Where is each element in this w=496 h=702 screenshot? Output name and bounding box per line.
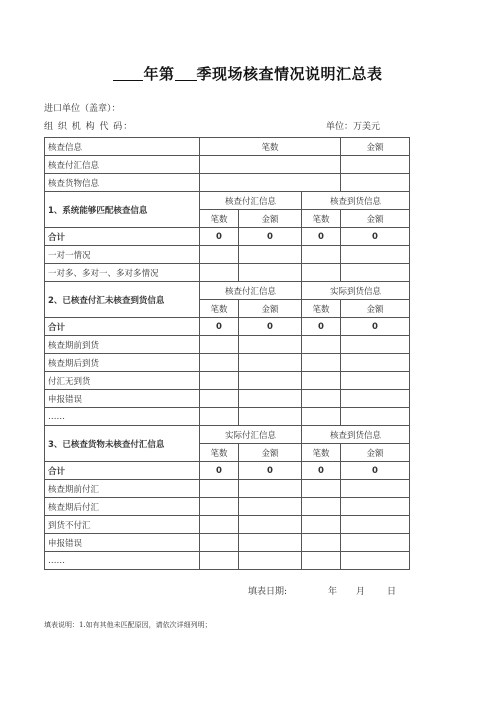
input-cell[interactable] [302, 264, 341, 282]
total-value: 0 [341, 462, 410, 480]
table-cell: …… [45, 408, 200, 426]
total-value: 0 [239, 228, 302, 246]
table-row [45, 246, 410, 264]
table-cell: 一对一情况 [45, 246, 200, 264]
total-value: 0 [341, 318, 410, 336]
input-cell[interactable] [302, 480, 341, 498]
input-cell[interactable] [239, 498, 302, 516]
input-cell[interactable] [302, 516, 341, 534]
total-value: 0 [341, 228, 410, 246]
table-row [45, 480, 410, 498]
table-cell: 核查期后付汇 [45, 498, 200, 516]
input-cell[interactable] [200, 246, 239, 264]
input-cell[interactable] [302, 390, 341, 408]
total-value: 0 [200, 462, 239, 480]
table-cell: …… [45, 552, 200, 570]
input-cell[interactable] [302, 372, 341, 390]
input-cell[interactable] [341, 480, 410, 498]
input-cell[interactable] [200, 390, 239, 408]
section-1-title: 1、系统能够匹配核查信息 [45, 192, 200, 228]
input-cell[interactable] [200, 408, 239, 426]
year-blank [113, 66, 143, 81]
input-cell[interactable] [341, 498, 410, 516]
group-a-header: 核查付汇信息 [200, 282, 302, 300]
table-cell: 核查信息 [45, 138, 200, 156]
input-cell[interactable] [302, 498, 341, 516]
group-b-header: 核查到货信息 [302, 426, 410, 444]
total-row [45, 228, 410, 246]
quarter-blank [175, 66, 197, 81]
table-cell: 一对多、多对一、多对多情况 [45, 264, 200, 282]
table-row [45, 156, 410, 174]
input-cell[interactable] [341, 390, 410, 408]
table-row [45, 390, 410, 408]
group-b-header: 实际到货信息 [302, 282, 410, 300]
fill-instructions: 填表说明：1.如有其他未匹配原因，请依次详细列明； [44, 621, 212, 629]
input-cell[interactable] [239, 408, 302, 426]
input-cell[interactable] [341, 156, 410, 174]
input-cell[interactable] [341, 336, 410, 354]
amount-header: 金额 [341, 210, 410, 228]
input-cell[interactable] [341, 408, 410, 426]
date-label: 填表日期: [248, 587, 288, 597]
input-cell[interactable] [200, 516, 239, 534]
total-value: 0 [302, 228, 341, 246]
input-cell[interactable] [302, 246, 341, 264]
input-cell[interactable] [200, 156, 341, 174]
input-cell[interactable] [302, 336, 341, 354]
input-cell[interactable] [200, 174, 341, 192]
section-header-row [45, 426, 410, 444]
table-row [45, 552, 410, 570]
date-day: 日 [387, 587, 397, 597]
count-header: 笔数 [302, 300, 341, 318]
table-cell: 核查期后到货 [45, 354, 200, 372]
input-cell[interactable] [200, 480, 239, 498]
total-value: 0 [200, 318, 239, 336]
total-value: 0 [239, 318, 302, 336]
input-cell[interactable] [341, 552, 410, 570]
section-header-row [45, 192, 410, 210]
table-cell: 付汇无到货 [45, 372, 200, 390]
input-cell[interactable] [239, 354, 302, 372]
input-cell[interactable] [200, 354, 239, 372]
table-row [45, 354, 410, 372]
input-cell[interactable] [341, 534, 410, 552]
total-value: 0 [302, 462, 341, 480]
input-cell[interactable] [239, 246, 302, 264]
amount-header: 金额 [239, 444, 302, 462]
count-header: 笔数 [200, 444, 239, 462]
input-cell[interactable] [341, 246, 410, 264]
input-cell[interactable] [200, 372, 239, 390]
group-b-header: 核查到货信息 [302, 192, 410, 210]
table-row [45, 336, 410, 354]
count-header: 笔数 [200, 300, 239, 318]
count-header: 笔数 [200, 138, 341, 156]
section-2-title: 2、已核查付汇未核查到货信息 [45, 282, 200, 318]
total-row [45, 462, 410, 480]
total-value: 0 [239, 462, 302, 480]
input-cell[interactable] [239, 390, 302, 408]
amount-header: 金额 [239, 210, 302, 228]
input-cell[interactable] [239, 264, 302, 282]
group-a-header: 核查付汇信息 [200, 192, 302, 210]
count-header: 笔数 [302, 210, 341, 228]
table-row [45, 534, 410, 552]
amount-header: 金额 [341, 138, 410, 156]
input-cell[interactable] [239, 552, 302, 570]
total-row [45, 318, 410, 336]
input-cell[interactable] [200, 336, 239, 354]
input-cell[interactable] [341, 516, 410, 534]
unit-label: 单位：万美元 [326, 122, 381, 132]
table-cell: 申报错误 [45, 534, 200, 552]
input-cell[interactable] [239, 534, 302, 552]
table-cell: 核查付汇信息 [45, 156, 200, 174]
table-row [45, 264, 410, 282]
page-title [0, 63, 496, 84]
title-year-label: 年第 [143, 65, 175, 83]
section-3-title: 3、已核查货物未核查付汇信息 [45, 426, 200, 462]
input-cell[interactable] [341, 264, 410, 282]
amount-header: 金额 [341, 444, 410, 462]
table-row [45, 516, 410, 534]
input-cell[interactable] [341, 174, 410, 192]
total-label: 合计 [45, 462, 200, 480]
total-value: 0 [200, 228, 239, 246]
table-cell: 核查期前付汇 [45, 480, 200, 498]
table-cell: 核查期前到货 [45, 336, 200, 354]
input-cell[interactable] [239, 516, 302, 534]
org-code-label: 组 织 机 构 代 码： [44, 122, 134, 132]
input-cell[interactable] [302, 354, 341, 372]
total-label: 合计 [45, 228, 200, 246]
table-row [45, 372, 410, 390]
input-cell[interactable] [341, 354, 410, 372]
input-cell[interactable] [200, 534, 239, 552]
table-header-row [45, 138, 410, 156]
input-cell[interactable] [239, 480, 302, 498]
table-row [45, 408, 410, 426]
amount-header: 金额 [341, 300, 410, 318]
group-a-header: 实际付汇信息 [200, 426, 302, 444]
date-month: 月 [356, 587, 366, 597]
table-row [45, 174, 410, 192]
date-year: 年 [328, 587, 338, 597]
total-value: 0 [302, 318, 341, 336]
input-cell[interactable] [239, 372, 302, 390]
importer-label: 进口单位（盖章）： [44, 104, 121, 114]
input-cell[interactable] [302, 552, 341, 570]
count-header: 笔数 [200, 210, 239, 228]
table-row [45, 498, 410, 516]
total-label: 合计 [45, 318, 200, 336]
section-header-row [45, 282, 410, 300]
summary-table [44, 137, 410, 570]
input-cell[interactable] [239, 336, 302, 354]
count-header: 笔数 [302, 444, 341, 462]
input-cell[interactable] [200, 498, 239, 516]
input-cell[interactable] [341, 372, 410, 390]
input-cell[interactable] [302, 534, 341, 552]
amount-header: 金额 [239, 300, 302, 318]
input-cell[interactable] [302, 408, 341, 426]
table-cell: 到货不付汇 [45, 516, 200, 534]
table-cell: 申报错误 [45, 390, 200, 408]
input-cell[interactable] [200, 264, 239, 282]
title-suffix: 季现场核查情况说明汇总表 [196, 65, 383, 83]
input-cell[interactable] [200, 552, 239, 570]
table-cell: 核查货物信息 [45, 174, 200, 192]
